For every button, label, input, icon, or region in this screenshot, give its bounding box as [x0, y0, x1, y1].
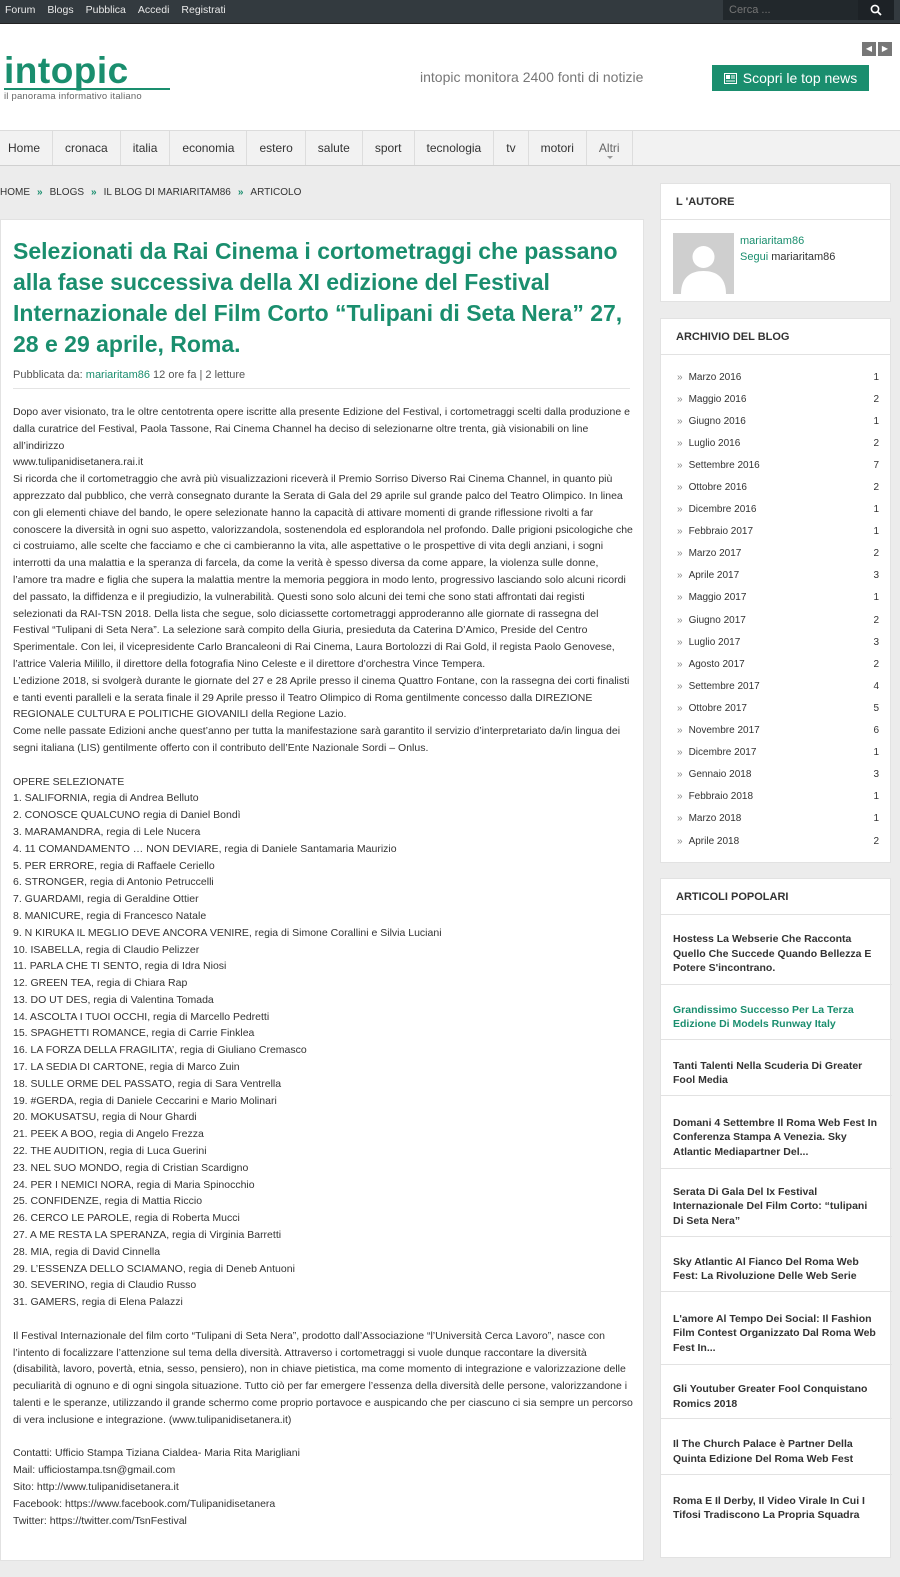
archive-label: Dicembre 2017: [688, 747, 757, 759]
archive-item[interactable]: [661, 410, 892, 432]
popular-item[interactable]: [661, 1485, 892, 1531]
author-link[interactable]: mariaritam86: [85, 369, 150, 381]
popular-item[interactable]: [661, 1303, 892, 1365]
user-icon: [673, 233, 734, 294]
archive-label: Settembre 2016: [688, 459, 760, 471]
archive-label: Marzo 2016: [688, 371, 742, 383]
archive-label: Aprile 2018: [688, 835, 740, 847]
article-meta: [13, 369, 630, 389]
archive-item[interactable]: [661, 521, 892, 543]
popular-item[interactable]: [661, 1177, 892, 1237]
popular-item-title: Hostess La Webserie Che Racconta Quello Che Succede Quando Bellezza E Potere S'incontrano.: [673, 933, 872, 975]
archive-label: Dicembre 2016: [688, 504, 757, 516]
chevron-right-icon: »: [677, 504, 683, 516]
archive-count: 2: [873, 548, 879, 560]
popular-item[interactable]: [661, 1051, 892, 1096]
nav-tv[interactable]: tv: [494, 131, 528, 165]
archive-count: 1: [873, 526, 879, 538]
archive-item[interactable]: [661, 675, 892, 697]
accedi-link[interactable]: Accedi: [137, 4, 170, 16]
popular-item[interactable]: [661, 1375, 892, 1419]
popular-item[interactable]: [661, 924, 892, 985]
chevron-right-icon: »: [677, 415, 683, 427]
archive-item[interactable]: [661, 366, 892, 388]
top-news-button[interactable]: [712, 65, 869, 91]
chevron-right-icon: »: [677, 437, 683, 449]
nav-altri[interactable]: Altri: [587, 131, 633, 165]
pubblica-link[interactable]: Pubblica: [85, 4, 126, 16]
arrow-left-icon[interactable]: ◀: [862, 42, 876, 56]
popular-widget: [660, 878, 891, 1558]
breadcrumb-blog[interactable]: IL BLOG DI MARIARITAM86: [103, 186, 231, 198]
archive-label: Giugno 2017: [688, 614, 746, 626]
site-logo[interactable]: [4, 52, 170, 102]
arrow-right-icon[interactable]: ▶: [878, 42, 892, 56]
chevron-right-icon: »: [677, 835, 683, 847]
archive-count: 4: [873, 680, 879, 692]
archive-count: 7: [873, 459, 879, 471]
chevron-right-icon: »: [677, 459, 683, 471]
chevron-right-icon: »: [237, 186, 244, 198]
archive-count: 3: [873, 636, 879, 648]
archive-item[interactable]: [661, 720, 892, 742]
popular-item-title: Roma E Il Derby, Il Video Virale In Cui I Tifosi Tradiscono La Propria Squadra: [673, 1494, 865, 1521]
chevron-right-icon: »: [677, 636, 683, 648]
meta-prefix: Pubblicata da:: [13, 369, 83, 381]
forum-link[interactable]: Forum: [5, 4, 36, 16]
archive-item[interactable]: [661, 476, 892, 498]
breadcrumb-current: ARTICOLO: [250, 186, 302, 198]
archive-label: Luglio 2016: [688, 437, 741, 449]
popular-item-title: Gli Youtuber Greater Fool Conquistano Romics 2018: [673, 1383, 868, 1410]
archive-label: Aprile 2017: [688, 570, 740, 582]
newspaper-icon: [724, 73, 737, 84]
popular-item-title: Sky Atlantic Al Fianco Del Roma Web Fest: La Rivoluzione Delle Web Serie: [673, 1255, 859, 1282]
nav-sport[interactable]: sport: [363, 131, 415, 165]
archive-label: Ottobre 2017: [688, 702, 747, 714]
main-nav: [0, 130, 900, 166]
archive-widget-title: ARCHIVIO DEL BLOG: [661, 319, 890, 355]
nav-tecnologia[interactable]: tecnologia: [415, 131, 495, 165]
popular-item-title: Il The Church Palace è Partner Della Quinta Edizione Del Roma Web Fest: [673, 1438, 854, 1465]
registrati-link[interactable]: Registrati: [181, 4, 226, 16]
archive-label: Febbraio 2017: [688, 526, 754, 538]
article-body: Dopo aver visionato, tra le oltre centotrenta opere iscritte alla presente Edizione del Festival, i cortometraggi scelti dalla produzione e dalla curatrice del Festival, Paola Tassone, Rai Cinema Channel ha deciso di selezionarne oltre trenta, già visionabili on line all’indirizzo www.tulipanidisetanera.rai.it Si ricorda che il cortometraggio che avrà più visualizzazioni riceverà il Premio Sorriso Diverso Rai Cinema Channel, in quanto più apprezzato dal pubblico, che verrà consegnato durante la Serata di Gala del 29 aprile sul grande palco del Teatro Olimpico. In linea con gli elementi chiave del bando, le opere selezionate hanno la capacità di attivare momenti di grande riflessione rivolti a far conoscere la diversità in ogni suo aspetto, valorizzandola, sostenendola ed esplorandola nel profondo. Dalle prigioni psicologiche che ci costruiamo, alle scelte che facciamo e che ci cambieranno la vita, alle aspettative o le prospettive di vita degli anziani, i sogni interrotti da una malattia e la speranza di farcela, da come la verità è spesso diversa da come appare, la violenza sulle donne, l’amore tra madre e figlia che supera la malattia mentre la memoria peggiora in modo lento, progressivo lasciando solo alcuni ricordi del passato, la diffidenza e il pregiudizio, la vulnerabilità. Questi sono solo alcuni dei temi che sono stati affrontati dai registi selezionati da RAI-TSN 2018. Della lista che segue, solo diciassette cortometraggi approderanno alle giornate di rassegna del Festival “Tulipani di Seta Nera”. La selezione sarà compito della Giuria, presieduta da Caterina D’Amico, Preside del Centro Sperimentale. Con lei, il vicepresidente Carlo Brancaleoni di Rai Cinema, Laura Bortolozzi di Rai Gold, il regista Paolo Genovese, l’attrice Valeria Milillo, il direttore della fotografia Nino Celeste e il direttore d’orchestra Vince Tempera. L’edizione 2018, si svolgerà durante le giornate del 27 e 28 Aprile presso il cinema Quattro Fontane, con la rassegna dei corti finalisti e tanti eventi paralleli e la serata finale il 29 Aprile presso il Teatro Olimpico di Roma gentilmente concesso dalla DIREZIONE REGIONALE CULTURA E POLITICHE GIOVANILI della Regione Lazio. Come nelle passate Edizioni anche quest’anno per tutta la manifestazione sarà garantito il servizio d’interpretariato da/in lingua dei segni italiana (LIS) gentilmente offerto con il contributo dell’Ente Nazionale Sordi – Onlus. OPERE SELEZIONATE 1. SALIFORNIA, regia di Andrea Belluto 2. CONOSCE QUALCUNO regia di Daniel Bondì 3. MARAMANDRA, regia di Lele Nucera 4. 11 COMANDAMENTO … NON DEVIARE, regia di Daniele Santamaria Maurizio 5. PER ERRORE, regia di Raffaele Ceriello 6. STRONGER, regia di Antonio Petruccelli 7. GUARDAMI, regia di Geraldine Ottier 8. MANICURE, regia di Francesco Natale 9. N KIRUKA IL MEGLIO DEVE ANCORA VENIRE, regia di Simone Corallini e Silvia Luciani 10. ISABELLA, regia di Claudio Pelizzer 11. PARLA CHE TI SENTO, regia di Idra Niosi 12. GREEN TEA, regia di Chiara Rap 13. DO UT DES, regia di Valentina Tomada 14. ASCOLTA I TUOI OCCHI, regia di Marcello Pedretti 15. SPAGHETTI ROMANCE, regia di Carrie Finklea 16. LA FORZA DELLA FRAGILITA’, regia di Giuliano Cremasco 17. LA SEDIA DI CARTONE, regia di Marco Zuin 18. SULLE ORME DEL PASSATO, regia di Sara Ventrella 19. #GERDA, regia di Daniele Ceccarini e Mario Molinari 20. MOKUSATSU, regia di Nour Ghardi 21. PEEK A BOO, regia di Angelo Frezza 22. THE AUDITION, regia di Luca Guerini 23. NEL SUO MONDO, regia di Cristian Scardigno 24. PER I NEMICI NORA, regia di Maria Spinocchio 25. CONFIDENZE, regia di Mattia Riccio 26. CERCO LE PAROLE, regia di Roberta Mucci 27. A ME RESTA LA SPERANZA, regia di Virginia Barretti 28. MIA, regia di David Cinnella 29. L’ESSENZA DELLO SCIAMANO, regia di Deneb Antuoni 30. SEVERINO, regia di Claudio Russo 31. GAMERS, regia di Elena Palazzi Il Festival Internazionale del film corto “Tulipani di Seta Nera”, prodotto dall’Associazione “l’Università Cerca Lavoro”, nasce con l’intento di focalizzare l’attenzione sul tema della diversità. Attraverso i cortometraggi si vuole dunque raccontare la diversità (disabilità, lavoro, povertà, etnia, sesso, pensiero), non in chiave pietistica, ma come momento di integrazione e valorizzazione delle peculiarità di ognuno e di ogni singola situazione. Tutto ciò per far emergere l’essenza della diversità delle persone, valorizzandone i talenti e le speranze, utilizzando il grande schermo come proprio portavoce e auspicando che per ciascuno ci sia sempre un percorso di vera inclusione e integrazione. (www.tulipanidisetanera.it) Contatti: Ufficio Stampa Tiziana Cialdea- Maria Rita Marigliani Mail: ufficiostampa.tsn@gmail.com Sito: http://www.tulipanidisetanera.it Facebook: https://www.facebook.com/Tulipanidisetanera Twitter: https://twitter.com/TsnFestival: [13, 406, 633, 1527]
archive-count: 1: [873, 504, 879, 516]
chevron-right-icon: »: [37, 186, 43, 198]
archive-label: Gennaio 2018: [688, 769, 752, 781]
archive-item[interactable]: [661, 653, 892, 675]
archive-label: Maggio 2017: [688, 592, 747, 604]
archive-label: Novembre 2017: [688, 725, 760, 737]
nav-cronaca[interactable]: cronaca: [53, 131, 121, 165]
article: [0, 219, 644, 1561]
monitor-text: intopic monitora 2400 fonti di notizie: [420, 69, 644, 85]
popular-item[interactable]: [661, 1247, 892, 1292]
popular-item[interactable]: [661, 1429, 892, 1475]
top-news-label: Scopri le top news: [742, 70, 858, 86]
archive-count: 1: [873, 791, 879, 803]
archive-count: 1: [873, 592, 879, 604]
archive-item[interactable]: [661, 543, 892, 565]
archive-item[interactable]: [661, 786, 892, 808]
breadcrumb-blogs[interactable]: BLOGS: [49, 186, 85, 198]
chevron-right-icon: »: [677, 570, 683, 582]
chevron-right-icon: »: [677, 548, 683, 560]
top-links: [0, 0, 233, 24]
nav-home[interactable]: Home: [0, 131, 53, 165]
popular-item-title: Serata Di Gala Del Ix Festival Internazionale Del Film Corto: “tulipani Di Seta Nera”: [673, 1185, 868, 1227]
archive-count: 2: [873, 437, 879, 449]
chevron-right-icon: »: [677, 371, 683, 383]
author-name[interactable]: mariaritam86: [740, 235, 805, 247]
popular-widget-title: ARTICOLI POPOLARI: [661, 879, 890, 915]
archive-item[interactable]: [661, 499, 892, 521]
breadcrumb-home[interactable]: HOME: [0, 186, 30, 198]
archive-item[interactable]: [661, 565, 892, 587]
nav-estero[interactable]: estero: [247, 131, 305, 165]
archive-item[interactable]: [661, 388, 892, 410]
nav-motori[interactable]: motori: [529, 131, 587, 165]
logo-name: intopic: [4, 50, 129, 91]
chevron-right-icon: »: [677, 791, 683, 803]
popular-item[interactable]: [661, 1107, 892, 1169]
chevron-right-icon: »: [677, 680, 683, 692]
nav-economia[interactable]: economia: [170, 131, 247, 165]
archive-item[interactable]: [661, 454, 892, 476]
popular-item-title: Domani 4 Settembre Il Roma Web Fest In Conferenza Stampa A Venezia. Sky Atlantic Mediapartner Del...: [673, 1116, 878, 1158]
archive-item[interactable]: [661, 432, 892, 454]
chevron-right-icon: »: [677, 526, 683, 538]
avatar[interactable]: [673, 233, 734, 294]
header-arrows: [862, 42, 892, 56]
archive-widget: [660, 318, 891, 863]
author-widget-title: L 'AUTORE: [661, 184, 890, 220]
archive-count: 5: [873, 702, 879, 714]
archive-count: 2: [873, 614, 879, 626]
archive-label: Febbraio 2018: [688, 791, 754, 803]
archive-label: Maggio 2016: [688, 393, 747, 405]
chevron-right-icon: »: [677, 658, 683, 670]
archive-count: 2: [873, 482, 879, 494]
archive-label: Giugno 2016: [688, 415, 746, 427]
chevron-right-icon: »: [677, 482, 683, 494]
article-title: Selezionati da Rai Cinema i cortometraggi che passano alla fase successiva della XI edizione del Festival Internazionale del Film Corto “Tulipani di Seta Nera” 27, 28 e 29 aprile, Roma.: [13, 238, 623, 357]
archive-count: 3: [873, 570, 879, 582]
chevron-right-icon: »: [677, 769, 683, 781]
follow-button[interactable]: Segui: [740, 251, 769, 263]
archive-count: 2: [873, 393, 879, 405]
nav-salute[interactable]: salute: [306, 131, 363, 165]
chevron-right-icon: »: [677, 614, 683, 626]
popular-item-title: L'amore Al Tempo Dei Social: Il Fashion Film Contest Organizzato Dal Roma Web Fest In...: [673, 1312, 876, 1354]
archive-item[interactable]: [661, 830, 892, 852]
blogs-link[interactable]: Blogs: [47, 4, 74, 16]
chevron-right-icon: »: [677, 747, 683, 759]
archive-count: 1: [873, 747, 879, 759]
archive-count: 2: [873, 835, 879, 847]
chevron-right-icon: »: [677, 725, 683, 737]
archive-count: 2: [873, 658, 879, 670]
archive-count: 1: [873, 415, 879, 427]
archive-item[interactable]: [661, 587, 892, 609]
archive-item[interactable]: [661, 697, 892, 719]
archive-label: Marzo 2017: [688, 548, 742, 560]
archive-label: Ottobre 2016: [688, 482, 747, 494]
popular-item-title: Tanti Talenti Nella Scuderia Di Greater Fool Media: [673, 1059, 863, 1086]
archive-count: 6: [873, 725, 879, 737]
archive-list: [661, 366, 892, 852]
archive-item[interactable]: [661, 764, 892, 786]
search-button[interactable]: [858, 0, 894, 20]
top-bar: [0, 0, 900, 24]
archive-item[interactable]: [661, 609, 892, 631]
follow-row: [740, 251, 835, 263]
popular-item[interactable]: [661, 995, 892, 1040]
chevron-right-icon: »: [91, 186, 97, 198]
chevron-right-icon: »: [677, 702, 683, 714]
chevron-right-icon: »: [677, 393, 683, 405]
archive-label: Agosto 2017: [688, 658, 745, 670]
search-input[interactable]: [723, 0, 858, 20]
follow-name: mariaritam86: [771, 251, 836, 263]
archive-count: 1: [873, 371, 879, 383]
archive-item[interactable]: [661, 742, 892, 764]
logo-tagline: il panorama informativo italiano: [4, 88, 170, 102]
archive-label: Luglio 2017: [688, 636, 741, 648]
chevron-right-icon: »: [677, 592, 683, 604]
archive-count: 1: [873, 813, 879, 825]
archive-label: Settembre 2017: [688, 680, 760, 692]
archive-count: 3: [873, 769, 879, 781]
site-header: [0, 24, 900, 130]
archive-label: Marzo 2018: [688, 813, 742, 825]
popular-item-title: Grandissimo Successo Per La Terza Edizione Di Models Runway Italy: [673, 1003, 854, 1030]
archive-item[interactable]: [661, 631, 892, 653]
chevron-right-icon: »: [677, 813, 683, 825]
search-icon: [870, 4, 882, 16]
nav-italia[interactable]: italia: [121, 131, 171, 165]
meta-suffix: 12 ore fa | 2 letture: [153, 369, 246, 381]
author-widget: [660, 183, 891, 302]
archive-item[interactable]: [661, 808, 892, 830]
breadcrumb: [0, 185, 301, 199]
